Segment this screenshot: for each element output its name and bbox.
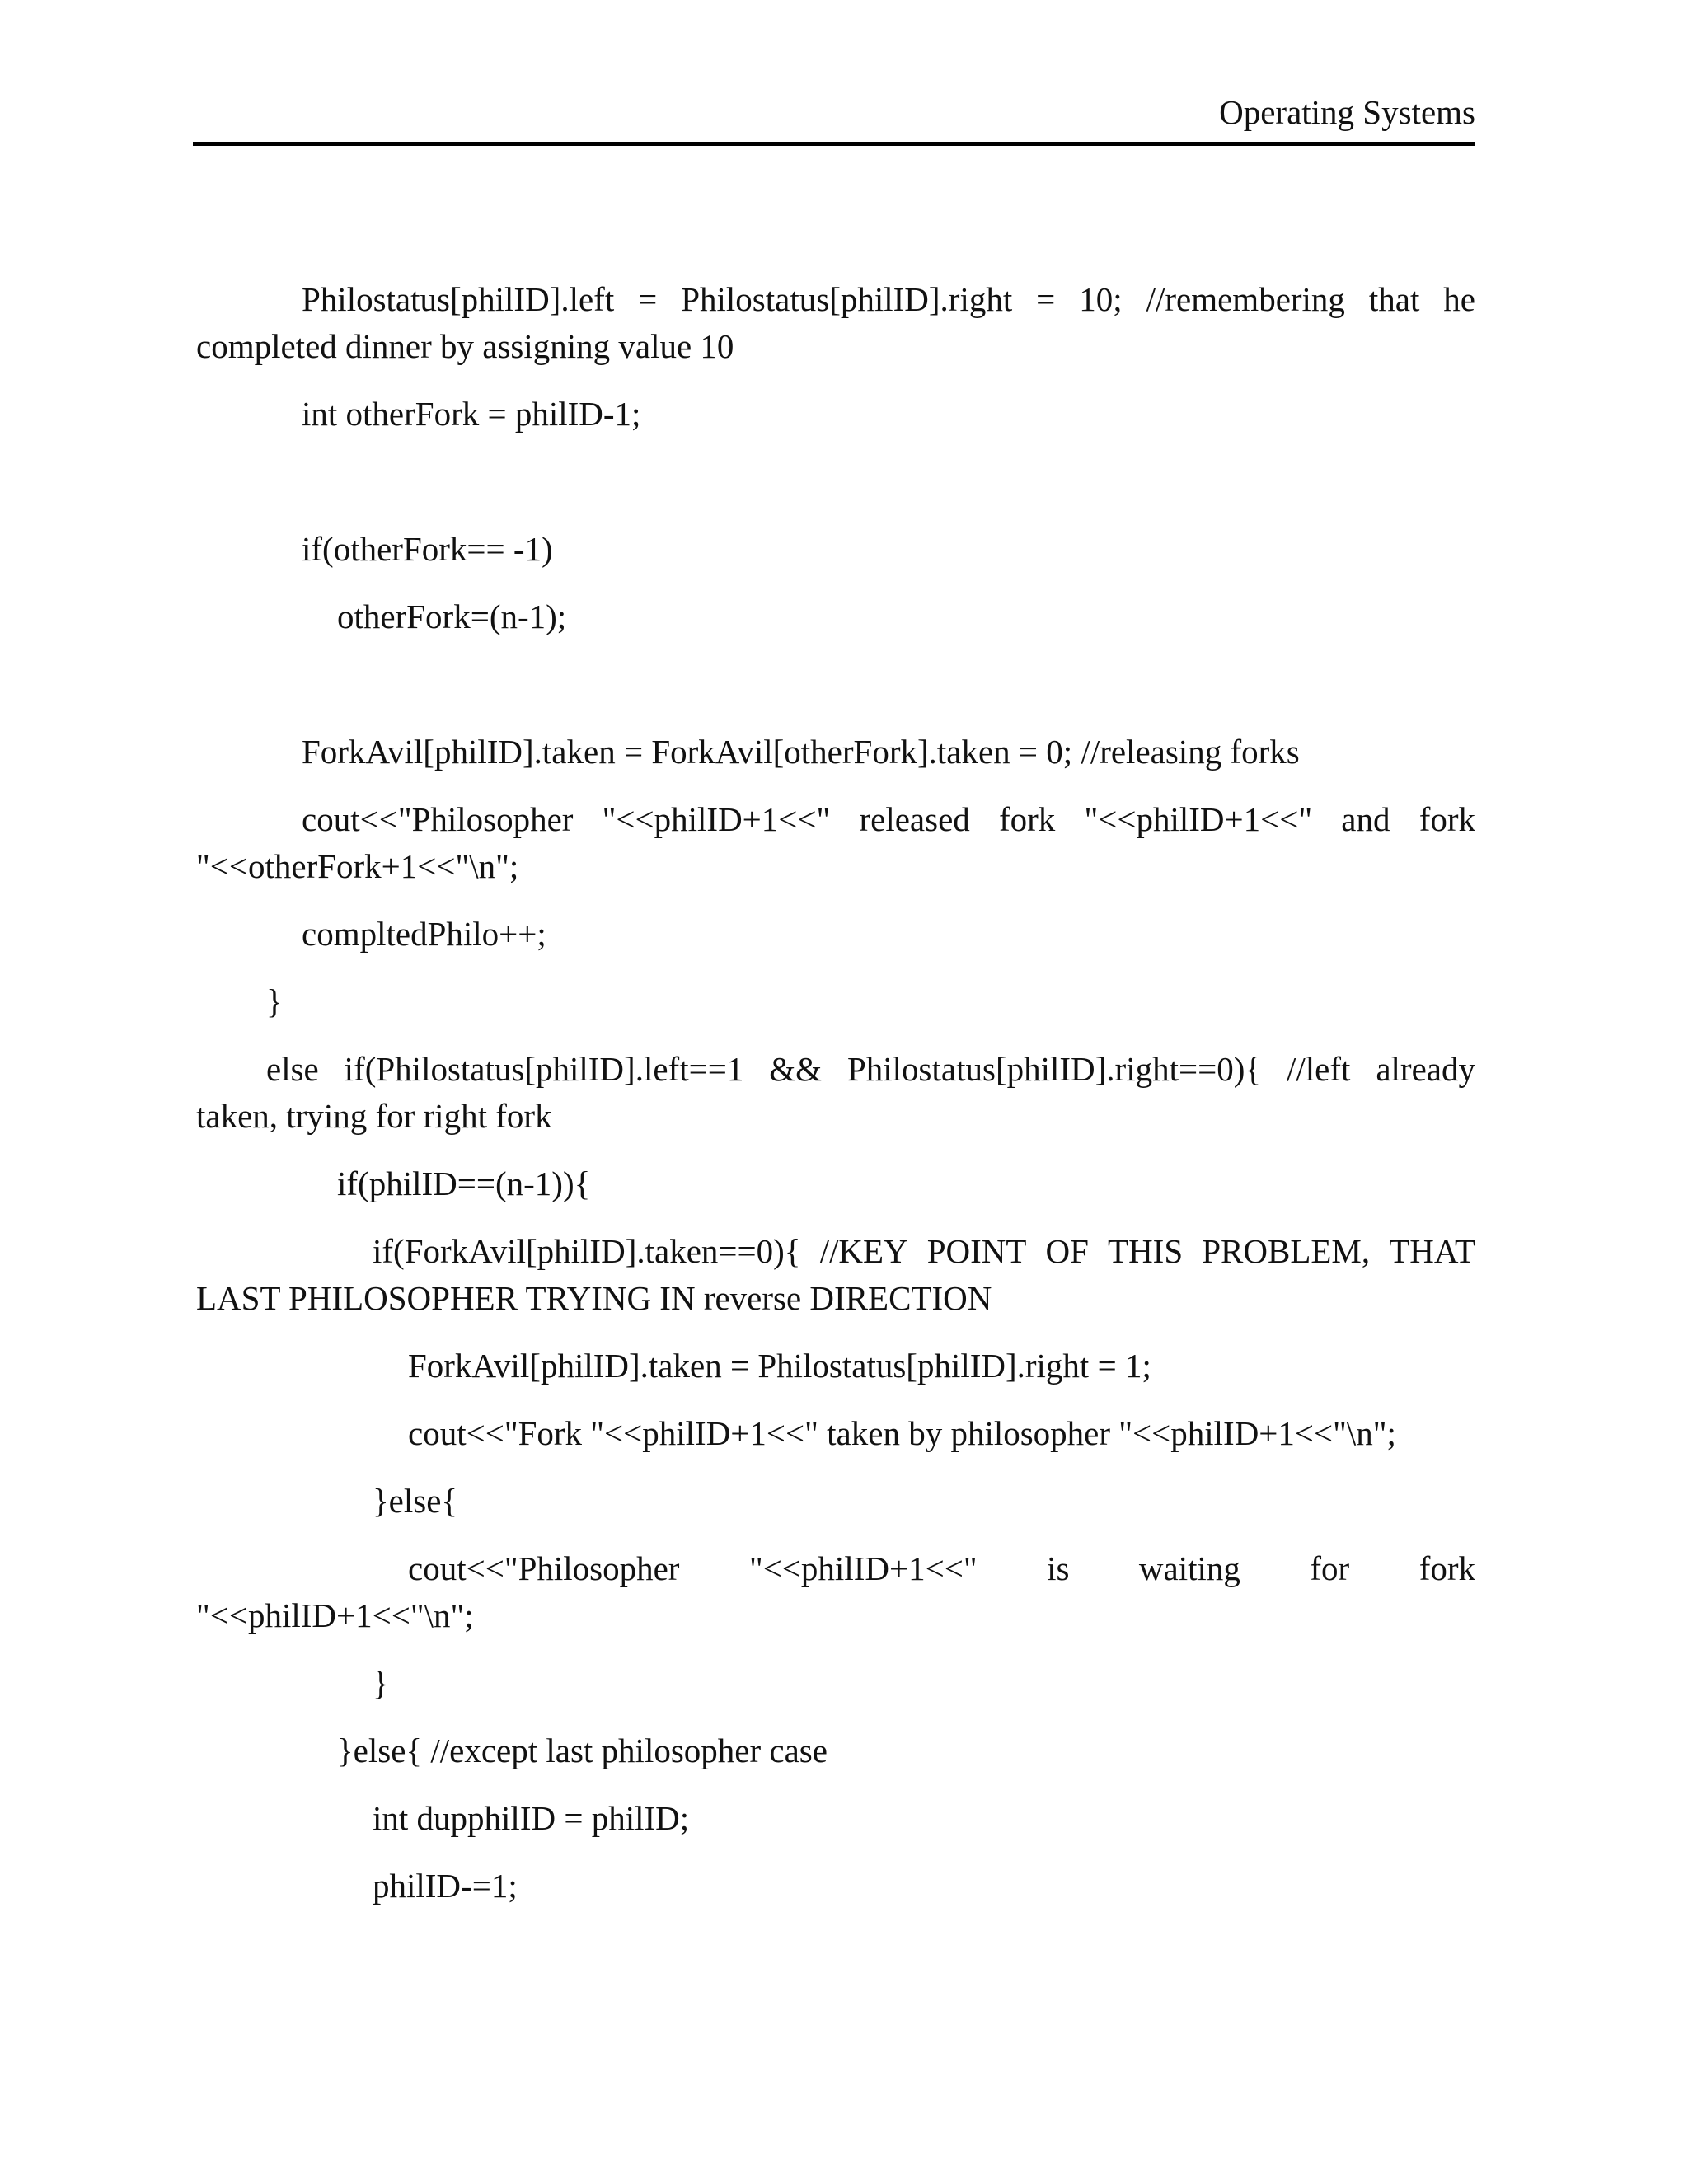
code-line-3: if(otherFork== -1)	[302, 530, 553, 568]
code-word: waiting	[1138, 1549, 1240, 1587]
code-line-7: compltedPhilo++;	[302, 915, 546, 953]
code-word: "<<philID+1<<"	[748, 1549, 978, 1587]
code-line-12: ForkAvil[philID].taken = Philostatus[philID].right = 1;	[408, 1347, 1151, 1385]
code-line-8: }	[266, 982, 283, 1020]
code-word: Philostatus[philID].left	[302, 280, 615, 318]
code-word: 10;	[1079, 280, 1123, 318]
code-word: cout<<"Philosopher	[408, 1549, 680, 1587]
code-line-9-continuation: taken, trying for right fork	[196, 1097, 552, 1135]
code-word: that	[1368, 280, 1420, 318]
code-word: else	[266, 1050, 319, 1088]
code-word: fork	[1418, 800, 1475, 838]
code-line-4: otherFork=(n-1);	[337, 598, 567, 635]
code-line-6-continuation: "<<otherFork+1<<"\n";	[196, 847, 519, 885]
code-line-1-continuation: completed dinner by assigning value 10	[196, 327, 734, 365]
code-word: //KEY	[819, 1232, 908, 1270]
code-line-18: int dupphilID = philID;	[373, 1799, 690, 1837]
code-line-15	[408, 1549, 1475, 1588]
code-line-9	[266, 1049, 1475, 1089]
code-line-19: philID-=1;	[373, 1867, 518, 1905]
code-word: THAT	[1389, 1232, 1475, 1270]
code-word: PROBLEM,	[1202, 1232, 1371, 1270]
code-word: Philostatus[philID].right==0){	[846, 1050, 1262, 1088]
code-word: OF	[1045, 1232, 1089, 1270]
code-line-14: }else{	[373, 1482, 458, 1520]
code-word: for	[1310, 1549, 1350, 1587]
running-header: Operating Systems	[1219, 93, 1475, 131]
code-line-17: }else{ //except last philosopher case	[337, 1732, 828, 1769]
code-word: if(ForkAvil[philID].taken==0){	[373, 1232, 801, 1270]
header-rule	[193, 142, 1475, 146]
code-word: fork	[998, 800, 1056, 838]
code-word: //left	[1286, 1050, 1351, 1088]
code-word: and	[1341, 800, 1390, 838]
code-line-2: int otherFork = philID-1;	[302, 395, 641, 433]
code-word: //remembering	[1146, 280, 1345, 318]
code-word: =	[638, 280, 658, 318]
code-word: "<<philID+1<<"	[1084, 800, 1313, 838]
code-word: released	[859, 800, 970, 838]
code-line-11	[373, 1231, 1475, 1271]
code-word: "<<philID+1<<"	[602, 800, 831, 838]
code-word: fork	[1418, 1549, 1475, 1587]
code-line-11-continuation: LAST PHILOSOPHER TRYING IN reverse DIRECTION	[196, 1279, 992, 1317]
code-word: &&	[769, 1050, 823, 1088]
code-line-6	[302, 799, 1475, 839]
code-word: THIS	[1108, 1232, 1184, 1270]
code-word: =	[1036, 280, 1056, 318]
code-line-1	[302, 279, 1475, 319]
code-line-15-continuation: "<<philID+1<<"\n";	[196, 1596, 474, 1634]
code-word: is	[1047, 1549, 1070, 1587]
code-word: cout<<"Philosopher	[302, 800, 574, 838]
code-word: Philostatus[philID].right	[681, 280, 1013, 318]
code-line-5: ForkAvil[philID].taken = ForkAvil[otherFork].taken = 0; //releasing forks	[302, 733, 1300, 771]
code-line-16: }	[373, 1664, 389, 1702]
code-word: he	[1443, 280, 1475, 318]
code-word: already	[1376, 1050, 1475, 1088]
code-word: POINT	[926, 1232, 1027, 1270]
code-line-13: cout<<"Fork "<<philID+1<<" taken by philosopher "<<philID+1<<"\n";	[408, 1414, 1396, 1452]
code-word: if(Philostatus[philID].left==1	[344, 1050, 744, 1088]
code-line-10: if(philID==(n-1)){	[337, 1165, 591, 1202]
